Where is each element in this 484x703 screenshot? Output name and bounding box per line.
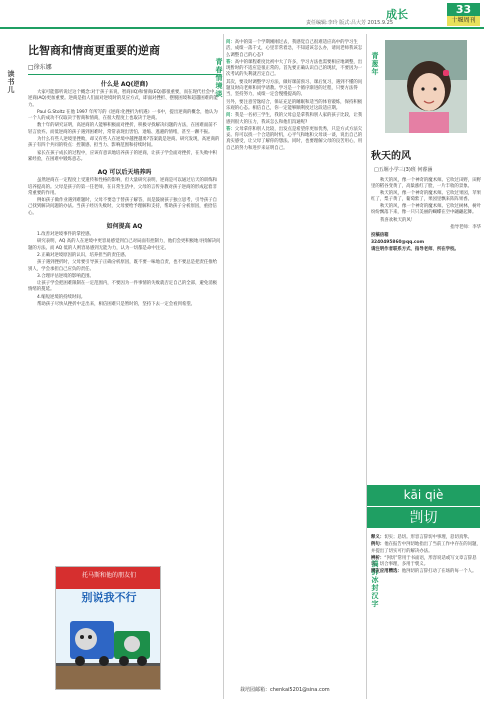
article-subhead: 如何提高 AQ	[106, 223, 143, 231]
article-paragraph: 4.缩短逆境的持续时间。	[37, 294, 86, 300]
column-label-right: 青葱年	[371, 52, 379, 76]
submission-email: 3240495860@qq.com	[371, 239, 425, 245]
submission-label: 投稿信箱	[371, 232, 389, 238]
article-paragraph: Paul G.Stoltz 在他 1997 年所写的《逆商:化挫折为机遇》一书中，提出逆商的概念，他认为一个人的成功不仅取决于智商和情商，在很大程度上也取决于逆商。	[28, 109, 218, 122]
qa-paragraph: 其次，要及时调整学习方法，做好课前预习、课后复习，遇到不懂的问题及时向老师和同学请教。学习是一个循序渐进的过程，只要方法得当，坚持努力，成绩一定会慢慢提高的。	[226, 79, 363, 98]
article-paragraph: 研究表明，AQ 高的人在逆境中更容易感觉到自己对局面有控制力，他们会更积极地寻找解决问题的方法。而 AQ 低的人则容易感到无能为力，认为一切都是命中注定。	[28, 239, 221, 251]
book-cover-image	[55, 566, 161, 690]
composition-title: 秋天的风	[371, 151, 411, 162]
article-paragraph: 孩子遇到挫折时，父母要引导孩子正确分析原因，既不要一味地自责，也不要总是把责任推给别人，学会承担自己应负的责任。	[28, 260, 218, 272]
book-title: 别说我不行	[81, 591, 137, 604]
article-paragraph: 家长在孩子成长的过程中，应该有意识地培养孩子的逆商，让孩子学会面对挫折，在失败中积累经验，在困难中锻炼意志。	[28, 150, 218, 162]
qa-paragraph: 答：父母拿你和别人比较，出发点是希望你更加优秀，只是方式方法欠妥。你可以找一个合适的时机，心平气和地和父母谈一谈，说出自己的真实感受，让父母了解你的想法。同时，也要理解父母的良苦用心，用自己的努力和进步来证明自己。	[226, 126, 363, 151]
qa-editor-email: 栽培园邮箱：chenkai5201@sina.com	[240, 687, 330, 693]
composition-paragraph: 秋天的风，像一个神奇的魔术师。它吹过果园，苹果红了，梨子黄了，葡萄紫了，果园里飘来阵阵果香。	[371, 191, 481, 203]
book-subtitle: 托马斯和他的朋友们	[81, 572, 137, 579]
composition-body	[371, 178, 481, 254]
column-label-dictionary: 搞拆冰封汉字	[371, 560, 379, 608]
qa-paragraph: 另外，要注意劳逸结合，保证充足的睡眠和适当的体育锻炼，保持积极乐观的心态。相信自己，你一定能够顺利度过这段适应期。	[226, 99, 363, 111]
dictionary-entries	[371, 535, 481, 577]
article-paragraph: 例如孩子做作业遇到难题时，父母不要急于替孩子解答，而是鼓励孩子独立思考，引导孩子自己找到解决问题的办法。当孩子经历失败时，父母要给予理解和支持，帮助孩子分析原因，重拾信心。	[28, 198, 218, 216]
teacher-name: 指导老师：李华	[450, 224, 481, 230]
composition-paragraph: 秋天的风，像一个神奇的魔术师。它吹过田野，田野里的稻谷变黄了，高粱涨红了脸，一片丰收的景象。	[371, 178, 481, 190]
page-number: 33	[447, 3, 480, 16]
dictionary-entry: 辨析：“剀切”常用于书面语，形容说话或写文章言辞恳切、切合事理，多用于褒义。	[371, 555, 477, 568]
article-subhead: AQ 可以后天培养吗	[97, 169, 152, 177]
article-paragraph: 2.正确对逆境原因的认识，培养担当的责任感。	[37, 252, 130, 258]
article-paragraph: 帮助孩子尽快从挫折中走出来，相信困难只是暂时的，坚持下去一定会看到希望。	[37, 302, 196, 308]
article-paragraph: 数十年的研究证明，高逆商的人能够积极面对挫折，积极寻找解决问题的方法，在困难面前不轻言放弃。而低逆商的孩子遇到困难时，常常表现出害怕、退缩、逃避的情绪，甚至一蹶不振。	[28, 123, 218, 135]
qa-paragraph: 问：我是一名初三学生，我的父母总是拿我和别人家的孩子比较，让我感到很大的压力，我该怎么和他们沟通呢?	[226, 113, 363, 125]
dictionary-entry: 释义：切实；恳切。形容言辞切中事理，恳切真挚。	[371, 535, 473, 540]
article-paragraph: 让孩子学会把困难限制在一定范围内，不要因为一件事情的失败就否定自己的全部，避免消极情绪的蔓延。	[28, 281, 218, 293]
column-label-middle: 青春情境谈	[215, 58, 223, 98]
article-paragraph: 虽然逆商在一定程度上受遗传和性格的影响，但大量研究表明，逆商是可以通过后天的训练和培养提高的。父母是孩子的第一任老师，在日常生活中，父母的言传身教对孩子逆商的形成起着非常重要的作用。	[28, 178, 218, 196]
article-paragraph: 3.合理评估逆境的影响范围。	[37, 273, 94, 279]
composition-paragraph: 我喜欢秋天的风！	[380, 217, 416, 223]
dictionary-entry: 例句：他在报告中剀切地指出了当前工作中存在的问题，并提出了切实可行的解决办法。	[371, 542, 481, 554]
child-portrait	[385, 40, 467, 133]
book-cover-illustration	[56, 567, 161, 690]
column-label-left: 读书儿	[7, 70, 15, 94]
column-divider	[366, 34, 367, 699]
header-rule	[0, 27, 484, 29]
article-title: 比智商和情商更重要的逆商	[28, 44, 160, 57]
word-hanzi: 剀切	[367, 506, 480, 528]
article-paragraph: 大家可能都听说过这个概念:对于孩子来说，智商(IQ)和情商(EQ)都很重要，而在现代社会中，逆商(AQ)更加重要。逆商是指人们面对逆境时的反应方式，即面对挫折、摆脱困境和超越困难的能力。	[28, 90, 219, 108]
publication-name: 十堰周刊	[447, 16, 480, 26]
page-header	[0, 0, 484, 30]
column-divider	[223, 34, 224, 699]
main-article	[28, 34, 221, 309]
qa-paragraph: 问：高中的第一个学期刚刚过去，我感觉自己很难适应高中的学习生活，成绩一落千丈，心里非常着急，不知道该怎么办，请问老师我该怎么调整自己的心态?	[226, 40, 363, 58]
submission-note: 请注明作者联系方式、指导老师、所在学校。	[371, 246, 459, 252]
word-pinyin: kāi qiè	[367, 485, 480, 506]
article-subhead: 什么是 AQ(逆商)	[100, 81, 149, 88]
editor-meta: 责任编辑:李玲 版式:吕大芳 2015.9.25	[306, 20, 393, 26]
composition-paragraph: 秋天的风，像一个神奇的魔术师。它吹过树林，树叶纷纷飘落下来，像一只只美丽的蝴蝶在空中翩翩起舞。	[371, 204, 481, 216]
qa-column	[226, 40, 365, 153]
article-byline: □徐东娜	[28, 62, 221, 75]
dictionary-entry: 网友应用精选：他剀切的言辞打动了在场的每一个人。	[371, 569, 477, 575]
article-paragraph: 1.改善对逆境事件的掌控感。	[37, 232, 94, 238]
qa-paragraph: 答：高中的课程难度比初中大了许多，学习方法也需要相应地调整，出现暂时的不适应是很正常的。首先要正确认识自己的现状，不要因为一次考试的失利就否定自己。	[226, 59, 363, 78]
author-photo	[385, 40, 467, 133]
section-name: 成长	[386, 8, 408, 21]
article-paragraph: 为什么有些人逆境里挫败，却又有些人在逆境中越挫越勇?答案就是逆商。研究发现，高逆商的孩子有四个共同的特点：控制感、担当力、影响范围和持续时间。	[28, 137, 220, 149]
composition-byline: □五堰小学三(3)班 何睿涵	[374, 167, 433, 173]
